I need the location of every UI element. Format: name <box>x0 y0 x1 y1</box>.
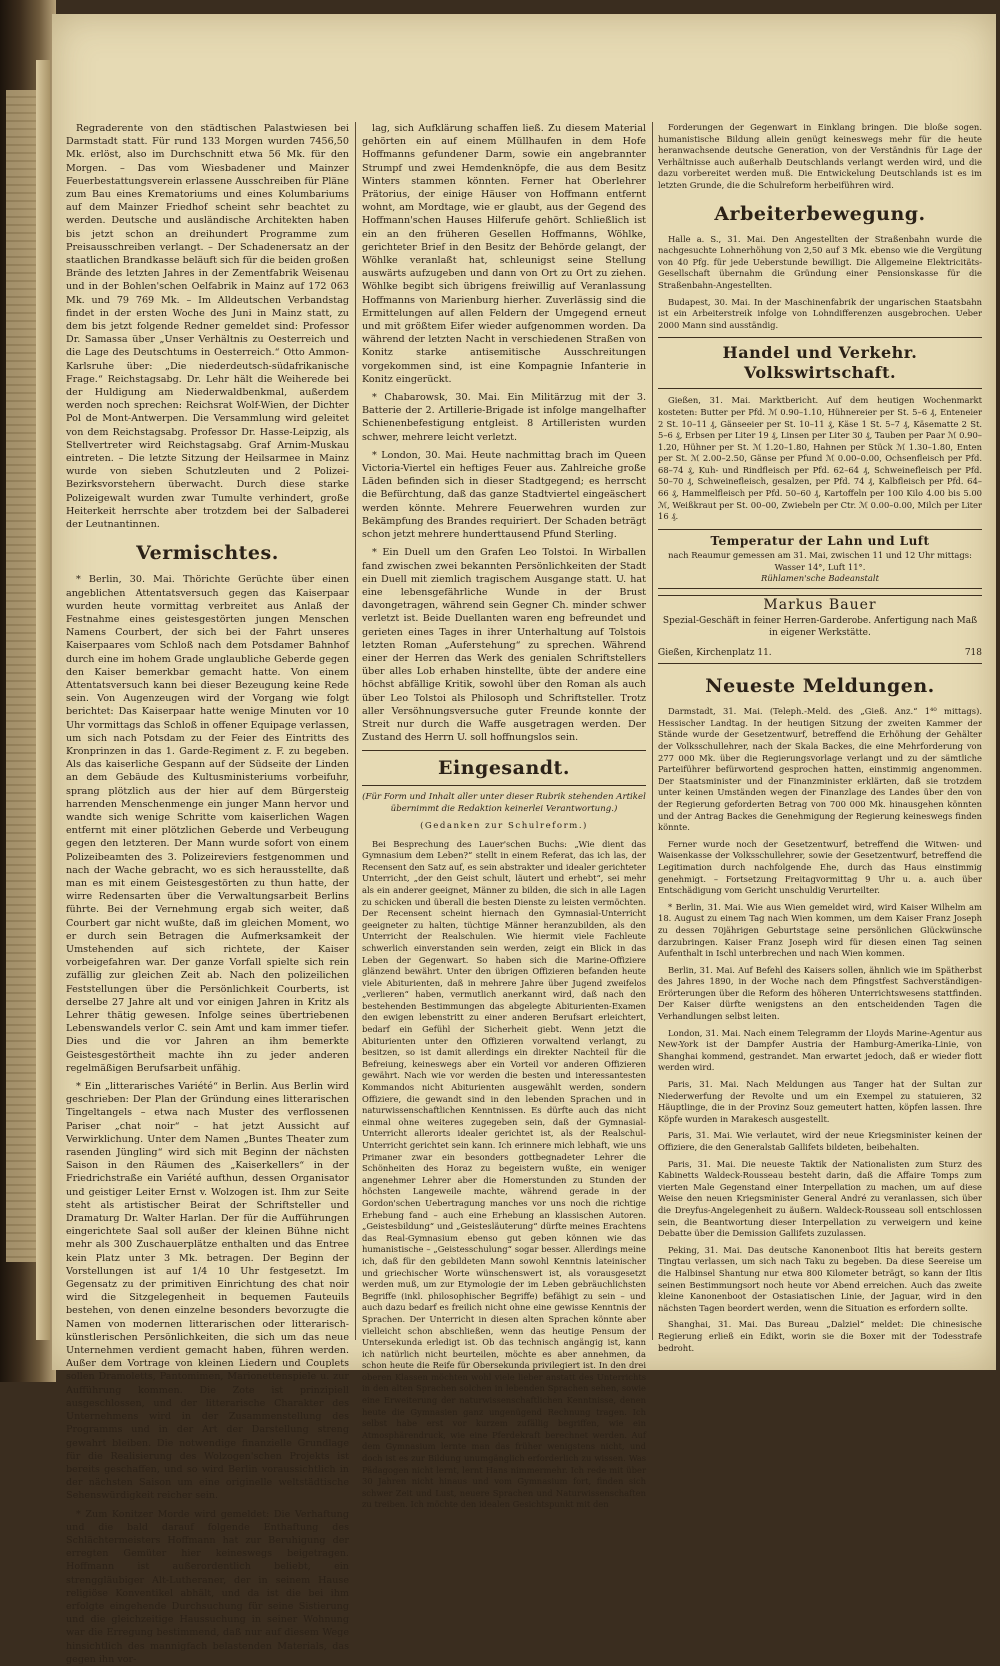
col2-paragraph-4: * Ein Duell um den Grafen Leo Tolstoi. In Wirballen fand zwischen zwei bekannten Persönlichkeiten der Stadt ein Duell mit ziemlich tragischem Ausgange statt. U. hat eine lebensgefährliche Wunde in der Brust davongetragen, während sein Gegner Ch. minder schwer verletzt ist. Beide Duellanten waren eng befreundet und gerieten eines Tages in ihrer Unterhaltung auf Tolstois letzten Roman „Auferstehung“ zu sprechen. Während einer der Herren das Werk des genialen Schriftstellers über alles Lob erhaben hinstellte, übte der andere eine höchst abfällige Kritik, sowohl über den Roman als auch über Leo Tolstoi als Philosoph und Schriftsteller. Trotz aller Versöhnungsversuche guter Freunde konnte der Streit nur durch die Waffe ausgetragen werden. Der Zustand des Herrn U. soll hoffnungslos sein. <box>362 547 646 744</box>
col1-paragraph-4: * Zum Konitzer Morde wird gemeldet: Die Verhaftung und die bald darauf folgende Enthaftung des Schlächtermeisters Hoffmann hat zur Beruhigung der erregten Gemüter hier keineswegs beigetragen. Hoffmann ist außerordentlich beliebt, ein strenggläubiger Alt-Lutheraner, der in seinem Hause religiöse Konventikel abhält, und da ist die bei ihm erfolgte eingehende Durchsuchung für seine Sistierung und die gleichzeitige Haussuchung in seiner Wohnung war die Erregung bestimmend, daß nur auf diesem Wege hinsichtlich des mannigfach belastenden Materials, das gegen ihn vor- <box>66 1508 349 1665</box>
col3-paragraph-12: London, 31. Mai. Nach einem Telegramm der Lloyds Marine-Agentur aus New-York ist der Dampfer Austria der Hamburg-Amerika-Linie, von Shanghai kommend, gestrandet. Man erwartet jedoch, daß er wieder flott werden wird. <box>658 1027 982 1073</box>
column-3 <box>658 122 982 1353</box>
page-gutter <box>36 60 50 1340</box>
column-2 <box>362 122 646 1510</box>
col3-paragraph-16: Peking, 31. Mai. Das deutsche Kanonenboot Iltis hat bereits gestern Tingtau verlassen, um sich nach Taku zu begeben. Da diese Seereise um die Halbinsel Shantung nur etwa 800 Kilometer beträgt, so kann der Iltis seinen Bestimmungsort noch heute vor Abend erreichen. Auch das zweite kleine Kanonenboot der Ostasiatischen Linie, der Jaguar, wird in den nächsten Tagen beordert werden, wenn die Situation es erfordern sollte. <box>658 1244 982 1313</box>
col3-paragraph-2: Halle a. S., 31. Mai. Den Angestellten der Straßenbahn wurde die nachgesuchte Lohnerhöhung von 2,50 auf 3 Mk. ebenso wie die Vergütung von 40 Pfg. für jede Ueberstunde bewilligt. Die Allgemeine Elektricitäts-Gesellschaft übernahm die Gründung einer Pensionskasse für die Straßenbahn-Angestellten. <box>658 233 982 290</box>
temperature-source: Rühlamen'sche Badeanstalt <box>761 573 879 584</box>
ad-footer <box>658 647 982 660</box>
temperature-heading: Temperatur der Lahn und Luft <box>710 533 930 548</box>
col3-paragraph-15: Paris, 31. Mai. Die neueste Taktik der Nationalisten zum Sturz des Kabinetts Waldeck-Rousseau besteht darin, daß die Affaire Tomps zum vierten Male Gegenstand einer Interpellation zu machen, um auf diese Weise den neuen Kriegsminister General André zu veranlassen, sich über die Dreyfus-Angelegenheit zu äußern. Waldeck-Rousseau soll entschlossen sein, die Beantwortung dieser Interpellation zu verweigern und keine Debatte über die Demission Gallifets zuzulassen. <box>658 1158 982 1239</box>
col3-paragraph-14: Paris, 31. Mai. Wie verlautet, wird der neue Kriegsminister keinen der Offiziere, die den Generalstab Gallifets bildeten, beibehalten. <box>658 1130 982 1153</box>
col3-paragraph-3: Budapest, 30. Mai. In der Maschinenfabrik der ungarischen Staatsbahn ist ein Arbeiterstreik infolge von Lohndifferenzen ausgebrochen. Ueber 2000 Mann sind ausständig. <box>658 296 982 330</box>
handel-box <box>658 337 982 389</box>
col1-paragraph-3: * Ein „litterarisches Variété“ in Berlin. Aus Berlin wird geschrieben: Der Plan der Gründung eines litterarischen Tingeltangels – etwa nach Muster des verflossenen Pariser „chat noir“ – hat jetzt Aussicht auf Verwirklichung. Unter dem Namen „Buntes Theater zum rasenden Jüngling“ wird sich mit Beginn der nächsten Saison in den Räumen des „Kaiserkellers“ in der Friedrichstraße ein Variété aufthun, dessen Organisator und geistiger Leiter Ernst v. Wolzogen ist. Ihm zur Seite steht als artistischer Beirat der Schriftsteller und Dramaturg Dr. Walter Harlan. Der für die Aufführungen eingerichtete Saal soll außer der kleinen Bühne nicht mehr als 300 Zuschauerplätze enthalten und das Entree kein Platz unter 3 Mk. betragen. Der Beginn der Vorstellungen ist auf 1/4 10 Uhr festgesetzt. Im Gegensatz zu der primitiven Einrichtung des chat noir wird die Sitzgelegenheit in bequemen Fauteuils bestehen, von denen einzelne besonders bevorzugte die Namen von modernen litterarischen oder litterarisch-künstlerischen Persönlichkeiten, die sich um das neue Unternehmen verdient gemacht haben, führen werden. Außer dem Vortrage von kleinen Liedern und Couplets sollen Dramoletts, Pantomimen, Marionettenspiele u. zur Aufführung kommen. Die Zote ist prinzipiell ausgeschlossen, und der litterarische Charakter des Unternehmens wird in der Zusammenstellung des Programms und in der Art der Darstellung streng gewahrt bleiben. Die notwendige finanzielle Grundlage für die Realisierung des Wolzogen'schen Projekts ist bereits geschaffen, und so wird Berlin voraussichtlich in der nächsten Saison um eine originelle weltstädtische Sehenswürdigkeit reicher sein. <box>66 1081 349 1502</box>
col3-paragraph-9: Ferner wurde noch der Gesetzentwurf, betreffend die Witwen- und Waisenkasse der Volksschullehrer, sowie der Gesetzentwurf, betreffend die Legitimation durch nachfolgende Ehe, durch das Haus einstimmig genehmigt. – Fortsetzung Freitagvormittag 9 Uhr u. a. auch über Entschädigung vom Gericht unschuldig Verurteilter. <box>658 838 982 896</box>
ad-line-2: in eigener Werkstätte. <box>769 628 871 639</box>
col2-paragraph-2: * Chabarowsk, 30. Mai. Ein Militärzug mit der 3. Batterie der 2. Artillerie-Brigade ist infolge mangelhafter Schienenbefestigung entgleist. 8 Artilleristen wurden schwer, mehrere leicht verletzt. <box>362 392 646 443</box>
col2-paragraph-3: * London, 30. Mai. Heute nachmittag brach im Queen Victoria-Viertel ein heftiges Feuer aus. Zahlreiche große Läden befinden sich in dieser Stadtgegend; es herrscht die Befürchtung, daß das ganze Stadtviertel eingeäschert werden könnte. Mehrere Feuerwehren wurden zur Bekämpfung des Brandes requiriert. Der Schaden beträgt schon jetzt mehrere hunderttausend Pfund Sterling. <box>362 449 646 541</box>
col2-paragraph-1: lag, sich Aufklärung schaffen ließ. Zu diesem Material gehörten ein auf einem Müllhaufen in dem Hofe Hoffmanns gefundener Darm, sowie ein angebrannter Strumpf und zwei Hemdenknöpfe, die aus dem Besitz Winters stammen könnten. Ferner hat Oberlehrer Prätorius, der einige Häuser von Hoffmann entfernt wohnt, am Mordtage, wie er glaubt, aus der Gegend des Hoffmann'schen Hauses Hilferufe gehört. Schließlich ist ein an den früheren Gesellen Hoffmanns, Wöhlke, gerichteter Brief in den Besitz der Behörde gelangt, der Wöhlke veranlaßt hat, schleunigst seine Stellung auswärts aufzugeben und dann von Ort zu Ort zu ziehen. Wöhlke begibt sich übrigens freiwillig auf Veranlassung Hoffmanns von Marienburg hierher. Zuverlässig sind die Ermittelungen auf allen Feldern der Umgegend erneut und mit größtem Eifer wieder aufgenommen worden. Da während der letzten Nacht in verschiedenen Straßen von Konitz starke antisemitische Ausschreitungen vorgekommen sind, ist eine Kompagnie Infanterie in Konitz eingerückt. <box>362 123 646 385</box>
ad-number: 718 <box>964 648 982 659</box>
temperature-values: Wasser 14°, Luft 11°. <box>774 561 866 572</box>
column-1 <box>66 122 349 1665</box>
section-heading-arbeiterbewegung: Arbeiterbewegung. <box>714 202 926 225</box>
section-heading-vermischtes: Vermischtes. <box>136 542 279 565</box>
temperature-note: nach Reaumur gemessen am 31. Mai, zwischen 11 und 12 Uhr mittags: <box>668 550 972 561</box>
temperature-box <box>658 529 982 589</box>
col3-paragraph-1: Forderungen der Gegenwart in Einklang bringen. Die bloße sogen. humanistische Bildung allein genügt keineswegs mehr für die heute heranwachsende deutsche Generation, von der Verständnis für Lage der Verhältnisse auch außerhalb Deutschlands verlangt werden wird, und die dazu vorbereitet werden muß. Die Entwickelung Deutschlands ist es im letzten Grunde, die die Schulreform herbeiführen wird. <box>658 122 982 190</box>
ad-name: Markus Bauer <box>763 596 877 613</box>
col3-paragraph-17: Shanghai, 31. Mai. Das Bureau „Dalziel“ meldet: Die chinesische Regierung erließ ein Edikt, worin sie die Boxer mit der Todesstrafe bedroht. <box>658 1319 982 1353</box>
eingesandt-box <box>362 750 646 786</box>
section-heading-handel: Handel und Verkehr. Volkswirtschaft. <box>722 343 918 383</box>
col1-paragraph-1: Regraderente von den städtischen Palastwiesen bei Darmstadt statt. Für rund 133 Morgen wurden 7456,50 Mk. erlöst, also im Durchschnitt etwa 56 Mk. für den Morgen. – Das vom Wiesbadener und Mainzer Feuerbestattungsverein erlassene Ausschreiben für Pläne zum Bau eines Krematoriums und eines Kolumbariums auf dem Mainzer Friedhof scheint sehr beachtet zu werden. Deutsche und ausländische Architekten haben bis jetzt schon an dreihundert Programme zum Preisausschreiben verlangt. – Der Schadenersatz an der staatlichen Brandkasse beläuft sich für die beiden großen Brände des letzten Jahres in der Zementfabrik Weisenau und in der Bohlen'schen Oelfabrik in Mainz auf 172 063 Mk. und 79 769 Mk. – Im Alldeutschen Verbandstag findet in der ersten Woche des Juni in Mainz statt, zu dem bis jetzt folgende Redner gemeldet sind: Professor Dr. Samassa über „Unser Verhältnis zu Oesterreich und die Lage des Deutschtums in Oesterreich.“ Otto Ammon-Karlsruhe über: „Die niederdeutsch-südafrikanische Frage.“ Reichstagsabg. Dr. Lehr hält die Weiherede bei der Huldigung am Niederwaldbenkmal, außerdem werden noch sprechen: Reichsrat Wolf-Wien, der Dichter Pol de Mont-Antwerpen. Die Versammlung wird geleitet von dem Reichstagsabg. Professor Dr. Hasse-Leipzig, als Stellvertreter wird Reichstagsabg. Graf Arnim-Muskau eintreten. – Die letzte Sitzung der Heilsarmee in Mainz wurde von sieben Schutzleuten und 2 Polizei-Bezirksvorstehern überwacht. Durch diese starke Polizeigewalt wurden zwar Tumulte verhindert, große Heiterkeit herrschte aber trotzdem bei der Salbaderei der Leutnantinnen. <box>66 123 349 531</box>
market-report: Gießen, 31. Mai. Marktbericht. Auf dem heutigen Wochenmarkt kosteten: Butter per Pfd. ℳ 0.90–1.10, Hühnereier per St. 5–6 ₰, Enteneier 2 St. 10–11 ₰, Gänseeier per St. 10–11 ₰, Käse 1 St. 5–7 ₰, Käsematte 2 St. 5–6 ₰, Erbsen per Liter 19 ₰, Linsen per Liter 30 ₰, Tauben per Paar ℳ 0.90–1.20, Hühner per St. ℳ 1.20–1.80, Hahnen per Stück ℳ 1.30–1.80, Enten per St. ℳ 2.00–2.50, Gänse per Pfund ℳ 0.00–0.00, Ochsenfleisch per Pfd. 68–74 ₰, Kuh- und Rindfleisch per Pfd. 62–64 ₰, Schweinefleisch per Pfd. 50–70 ₰, Schweinefleisch, gesalzen, per Pfd. 74 ₰, Kalbfleisch per Pfd. 64–66 ₰, Hammelfleisch per Pfd. 50–60 ₰, Kartoffeln per 100 Kilo 4.00 bis 5.00 ℳ, Weißkraut per St. 00–00, Zwiebeln per Ctr. ℳ 0.00–0.00, Milch per Liter 16 ₰. <box>658 395 982 522</box>
section-heading-neueste-meldungen: Neueste Meldungen. <box>705 675 935 698</box>
ad-address: Gießen, Kirchenplatz 11. <box>658 648 772 659</box>
col2-paragraph-5: Bei Besprechung des Lauer'schen Buchs: „Wie dient das Gymnasium dem Leben?“ stellt in einem Referat, das ich las, der Recensent den Satz auf, es sein abstrakter und idealer gerichteter Unterricht, „der den Geist schult, läutert und erhebt“, sei mehr als ein anderer geeignet, Männer zu bilden, die sich in alle Lagen zu schicken und überall die besten Dienste zu leisten vermöchten. Der Recensent scheint hiernach den Gymnasial-Unterricht geeigneter zu halten, tüchtige Männer heranzubilden, als den Unterricht der Realschulen. Wie hiermit viele Fachleute schwerlich einverstanden sein werden, zeigt ein Blick in das Leben der Gegenwart. So haben sich die Marine-Offiziere glänzend bewährt. Unter den übrigen Offizieren befanden heute viele Abiturienten, daß in mehrere Jahre über Jugend zweifelos „verlieren“ haben, vermutlich anerkannt wird, daß nach den bestehenden Bestimmungen das abgelegte Abiturienten-Examen den ewigen lebenstritt zu einer anderen Berufsart erleichtert, bedarf ein Gefühl der Sicherheit giebt. Wenn jetzt die Abiturienten unter den Offizieren vorwaltend verlangt, zu besitzen, so ist damit allerdings ein direkter Nachteil für die Befreiung, keineswegs aber ein Vorteil vor anderen Offizieren gewährt. Nach wie vor werden die besten und interessantesten Kommandos nicht Abiturienten ausgewählt werden, sondern Offiziere, die gewandt sind in den lebenden Sprachen und in naturwissenschaftlichen Kenntnissen. Es dürfte auch das nicht einmal ohne weiteres zugegeben sein, daß der Gymnasial-Unterricht allerorts idealer gerichtet ist, als der Realschul-Unterricht gerichtet sein kann. Ich erinnere mich lebhaft, wie uns Primaner zwar ein besonders gottbegnadeter Lehrer die Schönheiten des Horaz zu begeistern wußte, ein weniger angenehmer Lehrer aber die Homerstunden zu Stunden der höchsten Langeweile machte, während gerade in der Gordon'schen Uebertragung manches vor uns noch die richtige Erhebung fand – auch eine Erhebung an klassischen Autoren. „Geistesbildung“ und „Geistesläuterung“ dürfte meines Erachtens das Real-Gymnasium ebenso gut geben können wie das humanistische – „Geistesschulung“ sogar besser. Allerdings meine ich, daß für den gebildeten Mann sowohl Kenntnis lateinischer und griechischer Worte wünschenswert ist, als vorausgesetzt werden muß, um zur Etymologie der im Leben gebräuchlichsten Begriffe (inkl. philosophischer Begriffe) befähigt zu sein – und auch dazu bedarf es freilich nicht ohne eine gewisse Kenntnis der Sprachen. Der Unterricht in diesen alten Sprachen könnte aber vielleicht schon abschließen, wenn das heutige Pensum der Untersekunda erledigt ist. Ob das technisch angängig ist, kann ich natürlich nicht beurteilen, möchte es aber annehmen, da schon heute die Reife für Obersekunda privilegiert ist. In den drei oberen Klassen möchten wohl viele lieber anstatt des Unterrichts in den alten Sprachen solchen in lebenden Sprachen sehen, sowie eine Erweiterung der naturwissenschaftlichen Kenntnisse, denen heute die Gymnasien ganz ungenügend Rechnung tragen. Ich selbst habe erst vor kurzem zufällig begriffen, wie ein Atmosphärendruck, wie eine Pferdekraft berechnet werden. Auf dem Gymnasium lernte man das früher wenigstens nicht, und doch ist es zur Bildung unumgänglich erforderlich zu wissen. Was Pädagogen nicht lernt, lernt Hans nimmermehr. Ich rede mit über 30 Jahren nicht hinaus und vom Gymnasium fort, finden sich schwer Zeit und Lust, neuere Sprachen und Naturwissenschaften zu treiben. Ich möchte den idealen Gesichtspunkt mit den <box>362 838 646 1510</box>
column-divider-2 <box>652 122 653 1340</box>
column-divider-1 <box>355 122 356 1340</box>
col1-paragraph-2: * Berlin, 30. Mai. Thörichte Gerüchte über einen angeblichen Attentatsversuch gegen das Kaiserpaar wurden heute vormittag verbreitet aus Anlaß der Festnahme eines geistesgestörten jungen Menschen Namens Courbert, der sich bei der Fahrt unseres Kaiserpaares vom Schloß nach dem Potsdamer Bahnhof durch eine im hohem Grade unglaubliche Geberde gegen den Kaiser bemerkbar gemacht hatte. Von einem Attentatsversuch kann bei dieser Bezeugung keine Rede sein. Von Augenzeugen wird der Vorgang wie folgt berichtet: Das Kaiserpaar hatte wenige Minuten vor 10 Uhr vormittags das Schloß in offener Equipage verlassen, um sich nach Potsdam zu der Feier des Eintritts des Kronprinzen in das 1. Garde-Regiment z. F. zu begeben. Als das kaiserliche Gespann auf der Südseite der Linden an dem Gebäude des Kultusministeriums vorbeifuhr, sprang plötzlich aus der hier auf dem Bürgersteig harrenden Menschenmenge ein junger Mann hervor und wandte sich wenige Schritte vom kaiserlichen Wagen entfernt mit einer plötzlichen Geberde und Verbeugung gegen den letzteren. Der Mann wurde sofort von einem Polizeibeamten des 3. Polizeireviers festgenommen und nach der Wache gebracht, wo es sich herausstellte, daß man es mit einem Geistesgestörten zu thun hatte, der wirre Redensarten über die Verwaltungsarbeit Berlins führte. Bei der Vernehmung ergab sich weiter, daß Courbert gar nicht wußte, daß im gleichen Moment, wo er durch sein Betragen die Aufmerksamkeit der Umstehenden auf sich richtete, der Kaiser vorbeigefahren war. Der ganze Vorfall spielte sich rein zufällig zur gleichen Zeit ab. Nach den polizeilichen Feststellungen über die Persönlichkeit Courberts, ist derselbe 27 Jahre alt und vor einigen Jahren in Kritz als Lehrer thätig gewesen. Infolge seines übertriebenen Lebenswandels verlor C. sein Amt und kam immer tiefer. Dies und die vor Jahren an ihm bemerkte Geistesgestörtheit machte ihn zu jeder anderen regelmäßigen Berufsarbeit unfähig. <box>66 574 349 1074</box>
col3-paragraph-11: Berlin, 31. Mai. Auf Befehl des Kaisers sollen, ähnlich wie im Spätherbst des Jahres 1890, in der Woche nach dem Pfingstfest Sachverständigen-Erörterungen über die Reform des höheren Unterrichtswesens stattfinden. Der Kaiser dürfte wenigstens an den entscheidenden Tagen die Verhandlungen selbst leiten. <box>658 964 982 1022</box>
col3-paragraph-8: Darmstadt, 31. Mai. (Teleph.-Meld. des „Gieß. Anz.“ 1⁴⁰ mittags). Hessischer Landtag. In der heutigen Sitzung der zweiten Kammer der Stände wurde der Gesetzentwurf, betreffend die Erhöhung der Gehälter der Volksschullehrer, nach der Skala Backes, die eine Mehrforderung von 277 000 Mk. über die Regierungsvorlage verlangt und zu der sämtliche Parteiführer befürwortend gesprochen hatten, einstimmig angenommen. Der Staatsminister und der Finanzminister erklärten, daß sie trotzdem unter keinen Umständen wegen der Finanzlage des Landes über den von der Regierung geforderten Betrag von 700 000 Mk. hinausgehen könnten und der Antrag Backes die Genehmigung der Regierung keineswegs finden könnte. <box>658 706 982 833</box>
ad-line-1: Spezial-Geschäft in feiner Herren-Garderobe. Anfertigung nach Maß <box>662 616 978 627</box>
col3-paragraph-13: Paris, 31. Mai. Nach Meldungen aus Tanger hat der Sultan zur Niederwerfung der Revolte und um ein Exempel zu statuieren, 32 Häuptlinge, die in der Provinz Souz gemeutert hatten, köpfen lassen. Ihre Köpfe wurden in Marakesch ausgestellt. <box>658 1079 982 1124</box>
newspaper-page <box>52 14 996 1665</box>
editorial-disclaimer: (Für Form und Inhalt aller unter dieser Rubrik stehenden Artikel übernimmt die Redaktion keinerlei Verantwortung.) <box>362 792 646 814</box>
advertisement <box>658 595 982 664</box>
col3-paragraph-10: * Berlin, 31. Mai. Wie aus Wien gemeldet wird, wird Kaiser Wilhelm am 18. August zu einem Tag nach Wien kommen, um dem Kaiser Franz Joseph zu dessen 70jährigen Geburtstage seine persönlichen Glückwünsche darzubringen. Kaiser Franz Joseph wird für diesen einen Tag seinen Aufenthalt in Ischl unterbrechen und nach Wien kommen. <box>658 901 982 959</box>
article-subtitle: (Gedanken zur Schulreform.) <box>420 821 588 832</box>
section-heading-eingesandt: Eingesandt. <box>438 757 570 780</box>
